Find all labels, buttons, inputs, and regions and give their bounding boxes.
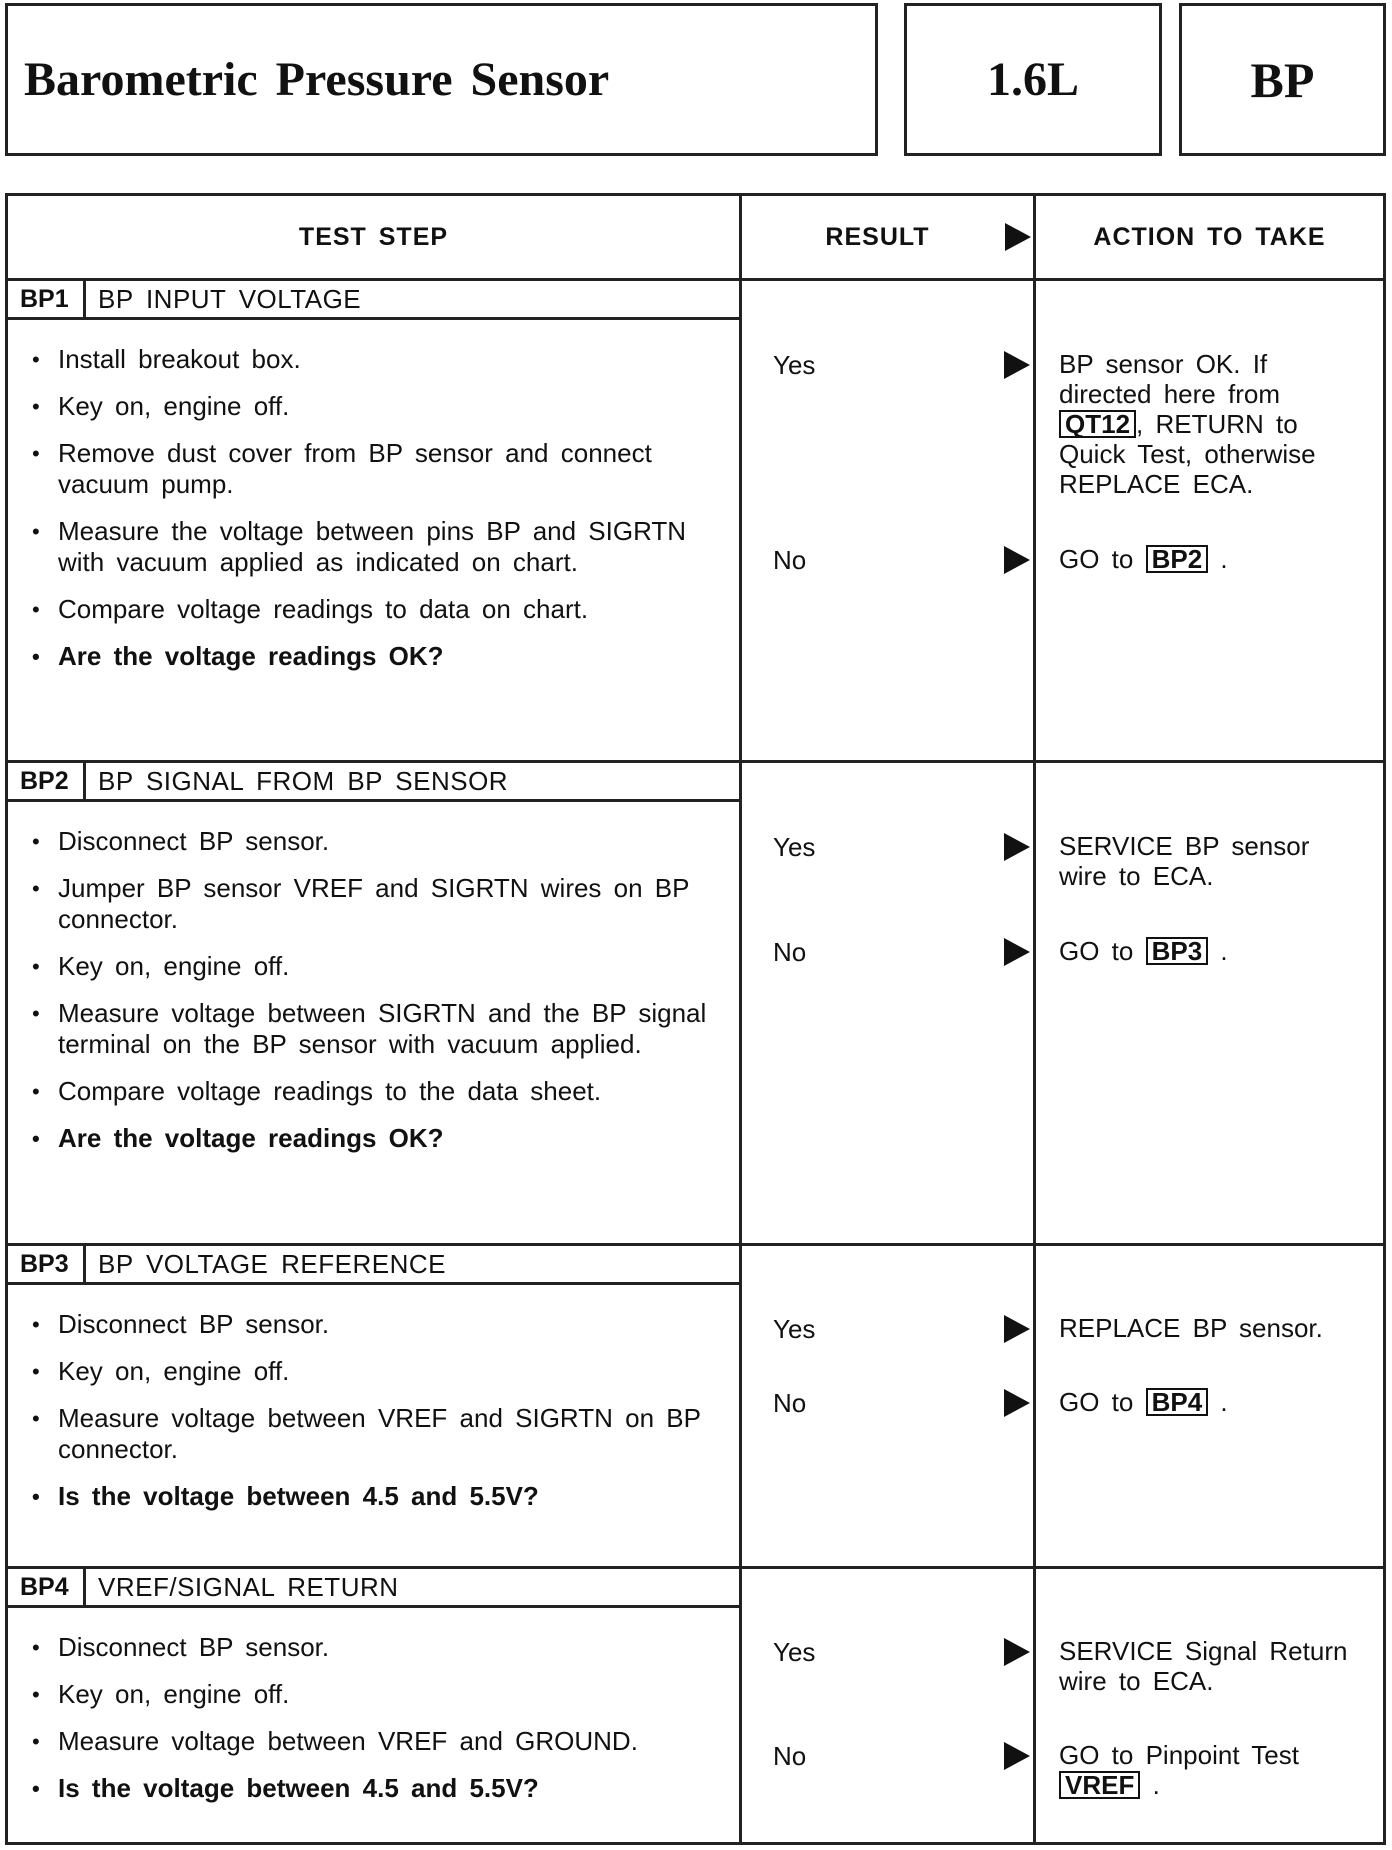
- right-arrow-icon: [1004, 1638, 1030, 1666]
- result-no: No: [773, 1388, 807, 1418]
- result-no: No: [773, 545, 807, 575]
- right-arrow-icon: [1004, 351, 1030, 379]
- col-divider-2: [1033, 196, 1036, 1842]
- step-id: BP4: [8, 1569, 86, 1605]
- engine-badge: [904, 3, 1162, 156]
- list-item: • Key on, engine off.: [30, 1679, 710, 1710]
- step-list: [30, 826, 710, 1170]
- step-title: BP VOLTAGE REFERENCE: [98, 1248, 446, 1279]
- list-item: • Disconnect BP sensor.: [30, 1309, 710, 1340]
- step-reference: QT12: [1059, 410, 1136, 438]
- step-list: [30, 344, 710, 688]
- step-list: [30, 1309, 710, 1528]
- list-item: • Install breakout box.: [30, 344, 710, 375]
- step-id: BP1: [8, 281, 86, 317]
- right-arrow-icon: [1004, 1742, 1030, 1770]
- list-item: • Disconnect BP sensor.: [30, 826, 710, 857]
- section-bp1: [8, 281, 740, 760]
- list-item: • Compare voltage readings to data on chart.: [30, 594, 710, 625]
- right-arrow-icon: [1005, 223, 1031, 251]
- list-item: • Remove dust cover from BP sensor and connect vacuum pump.: [30, 438, 710, 500]
- step-title: BP INPUT VOLTAGE: [98, 283, 362, 314]
- action-no: GO to BP3 .: [1059, 936, 1228, 966]
- step-id: BP2: [8, 763, 86, 799]
- action-yes: REPLACE BP sensor.: [1059, 1313, 1323, 1343]
- section-bp2: [8, 763, 740, 1243]
- result-yes: Yes: [773, 1314, 816, 1344]
- result-yes: Yes: [773, 832, 816, 862]
- right-arrow-icon: [1004, 833, 1030, 861]
- result-yes: Yes: [773, 350, 816, 380]
- list-item: • Key on, engine off.: [30, 1356, 710, 1387]
- result-yes: Yes: [773, 1637, 816, 1667]
- right-arrow-icon: [1004, 546, 1030, 574]
- action-yes: BP sensor OK. If directed here from QT12 , RETURN to Quick Test, otherwise REPLACE ECA.: [1059, 349, 1316, 499]
- question: • Is the voltage between 4.5 and 5.5V?: [30, 1773, 710, 1804]
- result-no: No: [773, 937, 807, 967]
- action-no: GO to BP4 .: [1059, 1387, 1228, 1417]
- step-reference: VREF: [1059, 1771, 1140, 1799]
- step-reference: BP3: [1146, 937, 1209, 965]
- step-title: BP SIGNAL FROM BP SENSOR: [98, 765, 509, 796]
- step-title: VREF/SIGNAL RETURN: [98, 1571, 399, 1602]
- question: • Are the voltage readings OK?: [30, 1123, 710, 1154]
- test-table: [5, 193, 1386, 1845]
- section-bp4: [8, 1569, 740, 1842]
- list-item: • Measure voltage between VREF and SIGRTN on BP connector.: [30, 1403, 710, 1465]
- action-yes: SERVICE Signal Return wire to ECA.: [1059, 1636, 1348, 1696]
- page-title: [5, 3, 878, 156]
- right-arrow-icon: [1004, 938, 1030, 966]
- section-bp3: [8, 1246, 740, 1566]
- right-arrow-icon: [1004, 1389, 1030, 1417]
- action-no: GO to BP2 .: [1059, 544, 1228, 574]
- action-yes: SERVICE BP sensor wire to ECA.: [1059, 831, 1310, 891]
- list-item: • Jumper BP sensor VREF and SIGRTN wires on BP connector.: [30, 873, 710, 935]
- question: • Is the voltage between 4.5 and 5.5V?: [30, 1481, 710, 1512]
- step-reference: BP4: [1146, 1388, 1209, 1416]
- list-item: • Compare voltage readings to the data sheet.: [30, 1076, 710, 1107]
- result-no: No: [773, 1741, 807, 1771]
- list-item: • Key on, engine off.: [30, 951, 710, 982]
- code-badge: [1179, 3, 1386, 156]
- col-header-result: RESULT: [742, 196, 1033, 278]
- list-item: • Key on, engine off.: [30, 391, 710, 422]
- col-header-action: ACTION TO TAKE: [1093, 222, 1326, 251]
- section-header: [8, 1246, 740, 1285]
- section-header: [8, 281, 740, 320]
- question: • Are the voltage readings OK?: [30, 641, 710, 672]
- step-list: [30, 1632, 710, 1820]
- step-id: BP3: [8, 1246, 86, 1282]
- list-item: • Measure voltage between SIGRTN and the BP signal terminal on the BP sensor with vacuum applied.: [30, 998, 710, 1060]
- list-item: • Disconnect BP sensor.: [30, 1632, 710, 1663]
- engine-text: 1.6L: [986, 53, 1079, 106]
- section-header: [8, 1569, 740, 1608]
- right-arrow-icon: [1004, 1315, 1030, 1343]
- step-reference: BP2: [1146, 545, 1209, 573]
- code-text: BP: [1250, 51, 1315, 108]
- action-no: GO to Pinpoint Test VREF .: [1059, 1740, 1299, 1800]
- section-header: [8, 763, 740, 802]
- list-item: • Measure voltage between VREF and GROUND.: [30, 1726, 710, 1757]
- list-item: • Measure the voltage between pins BP and SIGRTN with vacuum applied as indicated on chart.: [30, 516, 710, 578]
- col-header-test-step: TEST STEP: [298, 222, 449, 251]
- title-text: Barometric Pressure Sensor: [24, 53, 610, 106]
